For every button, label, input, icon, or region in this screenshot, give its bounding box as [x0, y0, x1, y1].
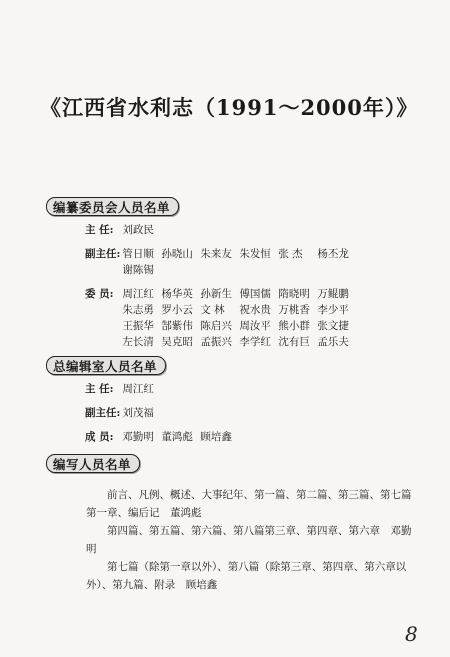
office-deputy-row: [85, 405, 415, 421]
person-name: 万鲲鹏: [317, 288, 349, 300]
person-name: 孙晓山: [161, 248, 193, 260]
book-title: 《江西省水利志（1991～2000年）》: [40, 95, 419, 120]
office-member-names: [122, 429, 239, 445]
person-name: 朱来友: [200, 248, 232, 260]
person-name: 文 林: [200, 304, 225, 316]
person-name: 朱发恒: [239, 248, 271, 260]
writers-line: 第七篇（除第一章以外）、第八篇（除第三章、第四章、第六章以外）、第九篇、附录 顾培鑫: [86, 561, 407, 591]
person-name: 左长清: [122, 336, 154, 348]
writers-line: 前言、凡例、概述、大事纪年、第一篇、第二篇、第三篇、第七篇第一章、编后记 董鸿彪: [86, 489, 412, 519]
person-name: 孟乐夫: [317, 336, 349, 348]
person-name: 陈启兴: [200, 320, 232, 332]
person-name: 杨丕龙: [317, 248, 349, 260]
office-deputy-label: 副主任:: [85, 407, 121, 419]
member-names: [122, 286, 356, 350]
office-members-label: 成 员:: [85, 431, 114, 443]
office-members-row: [85, 429, 415, 445]
person-name: 朱志勇: [122, 304, 154, 316]
person-name: 李学红: [239, 336, 271, 348]
person-name: 郜紫伟: [161, 320, 193, 332]
person-name: 顾培鑫: [200, 431, 232, 443]
committee-heading: 编纂委员会人员名单: [46, 197, 179, 216]
deputy-label: 副主任:: [85, 248, 121, 260]
person-name: 周江红: [122, 288, 154, 300]
person-name: 杨华英: [161, 288, 193, 300]
writers-heading: 编写人员名单: [46, 454, 140, 473]
writers-paragraph-3: [86, 558, 416, 594]
director-name: 刘政民: [122, 224, 154, 236]
office-director-row: [85, 381, 415, 397]
writers-paragraph-2: [86, 522, 416, 558]
writers-line: 第四篇、第五篇、第六篇、第八篇第三章、第四章、第六章 邓勤明: [86, 525, 412, 555]
person-name: 万桃香: [278, 304, 310, 316]
office-director-label: 主 任:: [85, 383, 114, 395]
handwritten-page-mark: 8: [405, 622, 418, 646]
committee-deputies-row: [85, 246, 415, 278]
person-name: 沈有巨: [278, 336, 310, 348]
person-name: 熊小群: [278, 320, 310, 332]
deputy-names: [122, 246, 356, 278]
director-label: 主 任:: [85, 224, 114, 236]
person-name: 张文捷: [317, 320, 349, 332]
person-name: 祝水贵: [239, 304, 271, 316]
person-name: 罗小云: [161, 304, 193, 316]
person-name: 管日顺: [122, 248, 154, 260]
person-name: 王振华: [122, 320, 154, 332]
editorial-office-heading: 总编辑室人员名单: [46, 356, 166, 375]
person-name: 周汝平: [239, 320, 271, 332]
writers-paragraph-1: [86, 486, 416, 522]
person-name: 傅国儒: [239, 288, 271, 300]
person-name: 孟振兴: [200, 336, 232, 348]
person-name: 吴克昭: [161, 336, 193, 348]
person-name: 张 杰: [278, 248, 303, 260]
office-deputy-name: 刘茂福: [122, 407, 154, 419]
person-name: 孙新生: [200, 288, 232, 300]
person-name: 隋晓明: [278, 288, 310, 300]
person-name: 李少平: [317, 304, 349, 316]
committee-members-row: [85, 286, 415, 350]
person-name: 董鸿彪: [161, 431, 193, 443]
person-name: 邓勤明: [122, 431, 154, 443]
committee-director-row: [85, 222, 415, 238]
members-label: 委 员:: [85, 288, 114, 300]
person-name: 谢陈锡: [122, 264, 154, 276]
office-director-name: 周江红: [122, 383, 154, 395]
